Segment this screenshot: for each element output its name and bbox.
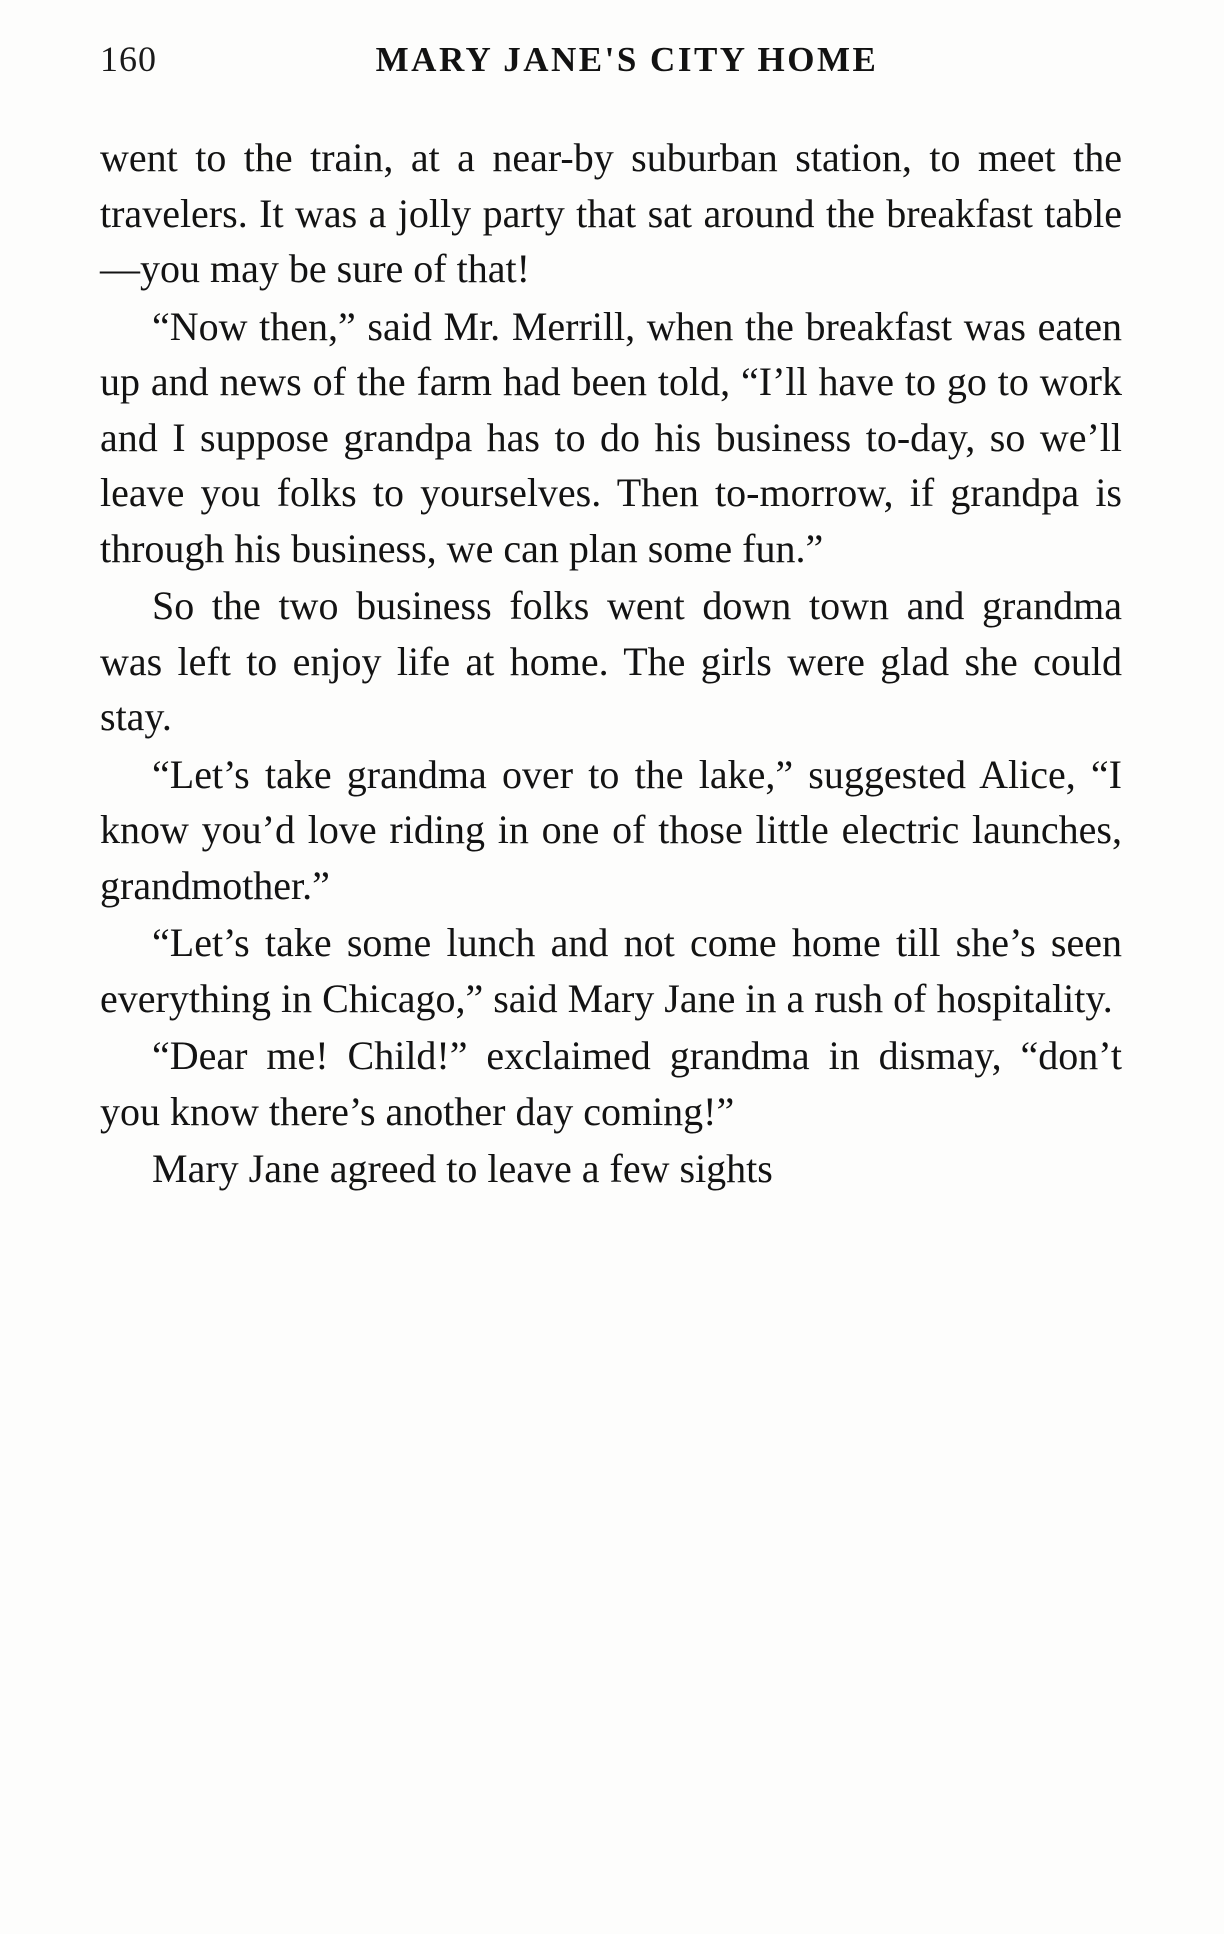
paragraph: “Let’s take grandma over to the lake,” suggested Alice, “I know you’d love riding in one of those little electric launches, grandmother.” [100, 751, 1122, 908]
paragraph: went to the train, at a near-by suburban station, to meet the travelers. It was a jolly party that sat around the breakfast table—you may be sure of that! [100, 135, 1122, 291]
page-header [100, 38, 1124, 90]
running-head-title: MARY JANE'S CITY HOME [375, 40, 879, 79]
page-body [100, 130, 1122, 1199]
paragraph: Mary Jane agreed to leave a few sights [152, 1146, 773, 1191]
paragraph: So the two business folks went down town and grandma was left to enjoy life at home. The girls were glad she could stay. [100, 583, 1122, 739]
paragraph: “Now then,” said Mr. Merrill, when the breakfast was eaten up and news of the farm had been told, “I’ll have to go to work and I suppose grandpa has to do his business to-day, so we’ll leave you folks to yourselves. Then to-morrow, if grandpa is through his business, we can plan some fun.” [100, 303, 1122, 571]
paragraph: “Let’s take some lunch and not come home till she’s seen everything in Chicago,” said Mary Jane in a rush of hospitality. [100, 920, 1122, 1021]
page-number: 160 [100, 39, 157, 79]
paragraph: “Dear me! Child!” exclaimed grandma in dismay, “don’t you know there’s another day coming!” [100, 1033, 1122, 1134]
